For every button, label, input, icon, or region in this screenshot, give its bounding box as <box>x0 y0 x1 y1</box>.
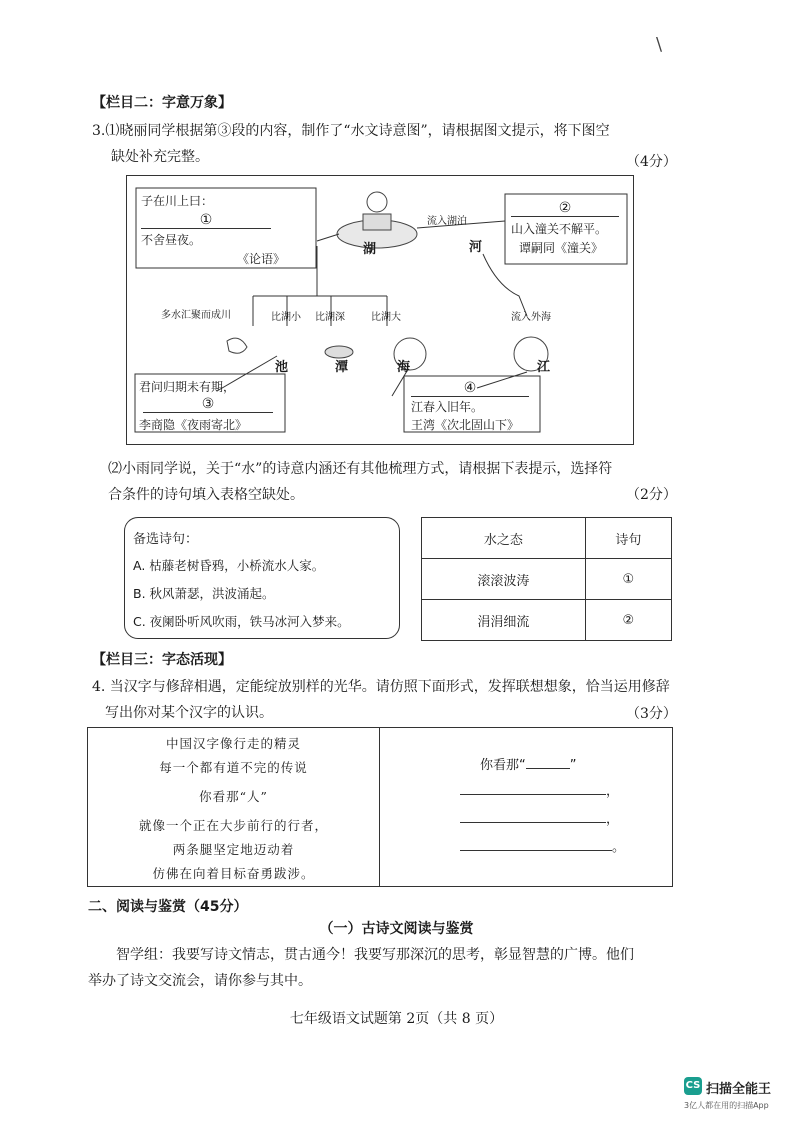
points-label: （2分） <box>626 487 677 503</box>
label-into-sea: 流入外海 <box>511 312 551 323</box>
question-text: 写出你对某个汉字的认识。 <box>105 705 273 721</box>
node-jiang: 江 <box>537 360 551 375</box>
box-divider <box>379 728 380 886</box>
label-into-lake: 流入湖泊 <box>427 216 467 227</box>
poem-line: 仿佛在向着目标奋勇跋涉。 <box>152 866 315 881</box>
section-title: 【栏目二：字意万象】 <box>92 95 232 111</box>
water-state-table <box>421 517 672 641</box>
section-title: 【栏目三：字态活现】 <box>92 652 232 668</box>
poem-line: 中国汉字像行走的精灵 <box>165 736 301 751</box>
question-4 <box>92 674 692 726</box>
quote-2-source: 谭嗣同《潼关》 <box>519 241 604 255</box>
quote-4-source: 王湾《次北固山下》 <box>411 418 520 432</box>
question-text: ⑵小雨同学说，关于“水”的诗意内涵还有其他梳理方式，请根据下表提示，选择符 <box>108 461 613 477</box>
options-title: 备选诗句： <box>133 532 199 547</box>
intro-text: 智学组：我要写诗文情志，贯古通今！我要写那深沉的思考，彰显智慧的广博。他们 <box>116 947 634 963</box>
branch-label: 比湖小 <box>271 312 301 323</box>
points-label: （4分） <box>626 154 677 170</box>
quote-1-source: 《论语》 <box>237 252 286 266</box>
node-sea: 海 <box>397 360 411 375</box>
table-header: 诗句 <box>585 518 671 559</box>
punctuation: ， <box>606 812 620 827</box>
scanner-tagline: 3亿人都在用的扫描App <box>684 1101 769 1110</box>
water-poetry-diagram <box>126 175 634 445</box>
table-header: 水之态 <box>422 518 586 559</box>
table-header-row <box>422 518 672 559</box>
question-text: 缺处补充完整。 <box>111 149 209 165</box>
quote-4-line1: 江春入旧年。 <box>411 400 484 414</box>
example-poem <box>88 732 379 886</box>
quote-2-line1: 山入潼关不解平。 <box>511 222 608 236</box>
branch-label: 比湖深 <box>315 312 345 323</box>
quote-4-answer-line <box>411 380 529 397</box>
punctuation: 。 <box>612 840 626 855</box>
node-pond: 池 <box>275 360 289 375</box>
branch-label: 比湖大 <box>371 312 401 323</box>
blank-number: ① <box>199 212 213 228</box>
question-text: 4. 当汉字与修辞相遇，定能绽放别样的光华。请仿照下面形式，发挥联想想象，恰当运用修辞 <box>92 679 670 695</box>
part-title: 二、阅读与鉴赏（45分） <box>88 899 248 915</box>
imitation-box <box>87 727 673 887</box>
blank-number: ② <box>558 200 572 216</box>
corner-mark: \ <box>656 34 663 55</box>
node-lake: 湖 <box>363 242 377 257</box>
part-intro <box>88 942 688 994</box>
poem-line: 你看那“人” <box>199 789 268 804</box>
quote-1-answer-line <box>141 212 271 229</box>
option-a: A. 枯藤老树昏鸦，小桥流水人家。 <box>133 558 325 573</box>
poem-line: 每一个都有道不完的传说 <box>159 760 308 775</box>
question-text: 合条件的诗句填入表格空缺处。 <box>108 487 304 503</box>
node-pool: 潭 <box>335 360 349 375</box>
quote-1-line1: 子在川上曰： <box>141 194 214 208</box>
blank-number: ④ <box>463 380 477 396</box>
punctuation: ， <box>606 784 620 799</box>
scanner-name: 扫描全能王 <box>706 1082 772 1097</box>
poem-line: 两条腿坚定地迈动着 <box>172 842 295 857</box>
points-label: （3分） <box>626 706 677 722</box>
option-c: C. 夜阑卧听风吹雨，铁马冰河入梦来。 <box>133 614 350 629</box>
quote-1-line2: 不舍昼夜。 <box>141 233 202 247</box>
quote-3-source: 李商隐《夜雨寄北》 <box>139 418 248 432</box>
page-footer: 七年级语文试题第 2页（共 8 页） <box>289 1011 504 1027</box>
quote-3-line1: 君问归期未有期， <box>139 380 236 394</box>
poem-line: 就像一个正在大步前行的行者， <box>138 818 328 833</box>
table-cell: 滚滚波涛 <box>422 559 586 600</box>
table-cell: ② <box>585 600 671 641</box>
table-row <box>422 559 672 600</box>
table-row <box>422 600 672 641</box>
blank-number: ③ <box>201 396 215 412</box>
answer-suffix: ” <box>569 758 577 773</box>
quote-3-answer-line <box>143 396 273 413</box>
part-subtitle: （一）古诗文阅读与鉴赏 <box>319 921 474 937</box>
question-3-part2 <box>108 456 688 508</box>
answer-line[interactable] <box>460 836 625 855</box>
scanner-logo-icon: CS <box>684 1077 702 1095</box>
answer-prefix: 你看那“ <box>480 758 526 773</box>
answer-line[interactable] <box>460 808 619 827</box>
answer-blank[interactable] <box>526 768 570 769</box>
label-gather: 多水汇聚而成川 <box>161 310 231 321</box>
table-cell: 涓涓细流 <box>422 600 586 641</box>
question-text: 3.⑴晓丽同学根据第③段的内容，制作了“水文诗意图”，请根据图文提示，将下图空 <box>92 123 610 139</box>
option-b: B. 秋风萧瑟，洪波涌起。 <box>133 586 275 601</box>
table-cell: ① <box>585 559 671 600</box>
answer-prompt <box>480 754 577 773</box>
answer-line[interactable] <box>460 780 619 799</box>
question-3-part1 <box>92 118 692 170</box>
quote-2-answer-line <box>511 200 619 217</box>
options-box <box>124 517 400 639</box>
node-river: 河 <box>469 240 483 255</box>
intro-text: 举办了诗文交流会，请你参与其中。 <box>88 973 312 989</box>
